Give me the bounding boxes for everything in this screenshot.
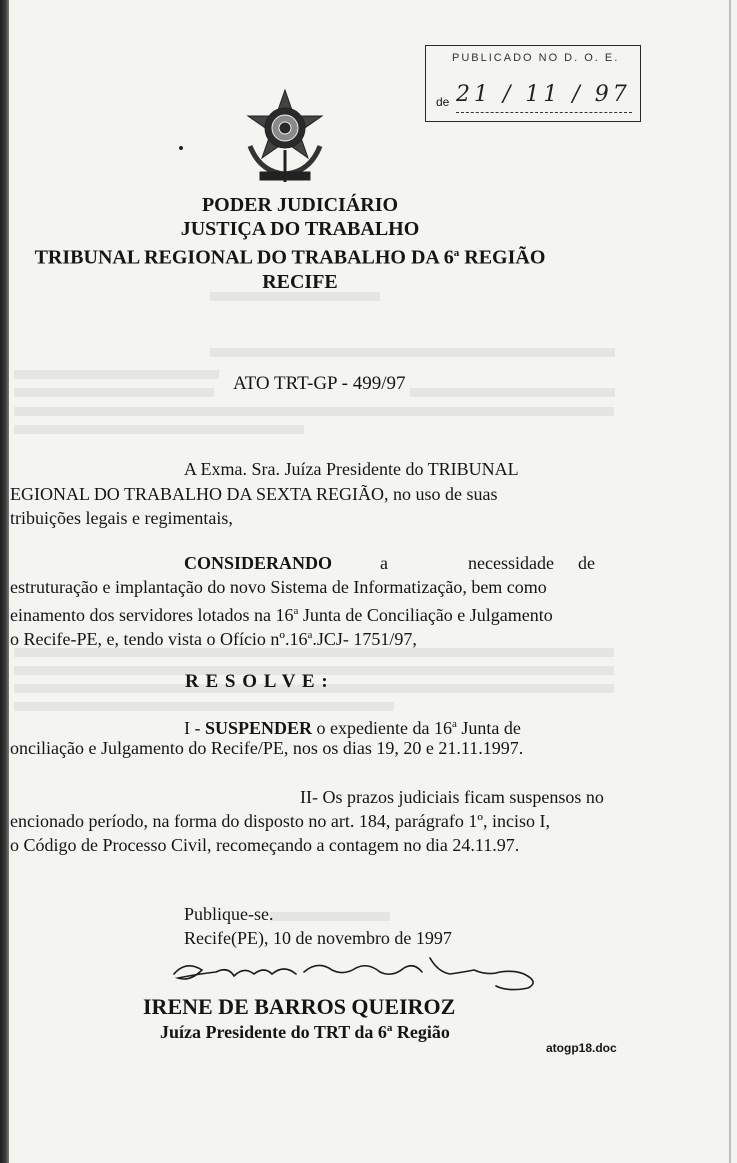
document-filename: atogp18.doc — [546, 1041, 617, 1055]
item-1-line-1-sup: a — [451, 718, 457, 730]
stamp-date: 21 / 11 / 97 — [456, 82, 631, 107]
considerando-line-4-sup: a — [307, 629, 313, 641]
considerando-line-4 — [10, 624, 417, 651]
item-1-line-1 — [184, 713, 521, 740]
bleed-through — [410, 388, 615, 397]
bleed-through — [14, 407, 614, 416]
signer-role — [160, 1022, 450, 1043]
item-1-line-2: onciliação e Julgamento do Recife/PE, nos os dias 19, 20 e 21.11.1997. — [10, 738, 524, 758]
considerando-line-4-text: o Recife-PE, e, tendo vista o Ofício nº.16 — [10, 629, 308, 649]
bleed-through — [14, 388, 214, 397]
intro-line-3: tribuições legais e regimentais, — [10, 508, 233, 528]
signer-role-end: Região — [392, 1022, 450, 1042]
signer-role-text: Juíza Presidente do TRT da 6 — [160, 1022, 387, 1042]
publique-se: Publique-se. — [184, 904, 274, 924]
bleed-through — [210, 348, 615, 357]
bleed-through — [14, 425, 304, 434]
item-1-line-1-text: o expediente da 16 — [312, 718, 452, 738]
bleed-through — [14, 702, 394, 711]
signer-role-sup: a — [386, 1022, 393, 1034]
scan-edge — [0, 0, 9, 1163]
header-line-3 — [0, 241, 600, 270]
header-line-1: PODER JUDICIÁRIO — [201, 194, 399, 216]
considerando-line-3-end: Junta de Conciliação e Julgamento — [298, 605, 553, 625]
header-line-3-end: REGIÃO — [459, 246, 546, 269]
considerando-word-a: a — [380, 553, 388, 573]
handwritten-signature — [168, 952, 548, 1000]
considerando-line-4-end: .JCJ- 1751/97, — [312, 629, 417, 649]
header-line-4: RECIFE — [262, 270, 338, 293]
place-and-date: Recife(PE), 10 de novembro de 1997 — [184, 928, 452, 948]
stamp-date-line — [456, 112, 632, 113]
act-number: ATO TRT-GP - 499/97 — [233, 373, 406, 394]
intro-line-1: A Exma. Sra. Juíza Presidente do TRIBUNAL — [184, 459, 519, 479]
publication-stamp — [425, 45, 641, 122]
item-2-line-1: II- Os prazos judiciais ficam suspensos no — [300, 787, 604, 807]
scan-edge-right — [729, 0, 731, 1163]
intro-line-2: EGIONAL DO TRABALHO DA SEXTA REGIÃO, no uso de suas — [10, 484, 498, 504]
considerando-line-3 — [10, 600, 553, 627]
stamp-de-label: de — [436, 95, 450, 109]
signer-name: IRENE DE BARROS QUEIROZ — [143, 994, 456, 1019]
document-header — [0, 193, 600, 294]
considerando-line-2: estruturação e implantação do novo Sistema de Informatização, bem como — [10, 577, 547, 597]
considerando-line-3-sup: a — [293, 605, 299, 617]
item-1-keyword: SUSPENDER — [205, 718, 313, 738]
considerando-word-b: necessidade — [468, 553, 554, 573]
considerando-line-3-text: einamento dos servidores lotados na 16 — [10, 605, 294, 625]
header-line-2: JUSTIÇA DO TRABALHO — [180, 218, 420, 240]
bleed-through — [14, 370, 219, 379]
resolve-heading: R E S O L V E : — [185, 671, 329, 692]
item-1-prefix: I - — [184, 718, 205, 738]
header-line-3-text: TRIBUNAL REGIONAL DO TRABALHO DA 6 — [34, 246, 454, 269]
considerando-word-c: de — [578, 553, 595, 573]
item-2-line-3: o Código de Processo Civil, recomeçando a contagem no dia 24.11.97. — [10, 835, 520, 855]
stamp-title: PUBLICADO NO D. O. E. — [452, 52, 620, 64]
ink-dot — [179, 146, 183, 150]
bleed-through — [270, 912, 390, 921]
header-line-3-sup: a — [453, 247, 460, 259]
brazil-coat-of-arms-icon — [238, 86, 332, 188]
item-1-line-1-end: Junta de — [456, 718, 521, 738]
item-2-line-2: encionado período, na forma do disposto no art. 184, parágrafo 1º, inciso I, — [10, 811, 550, 831]
considerando-line-1 — [184, 552, 594, 575]
considerando-keyword: CONSIDERANDO — [184, 553, 333, 573]
